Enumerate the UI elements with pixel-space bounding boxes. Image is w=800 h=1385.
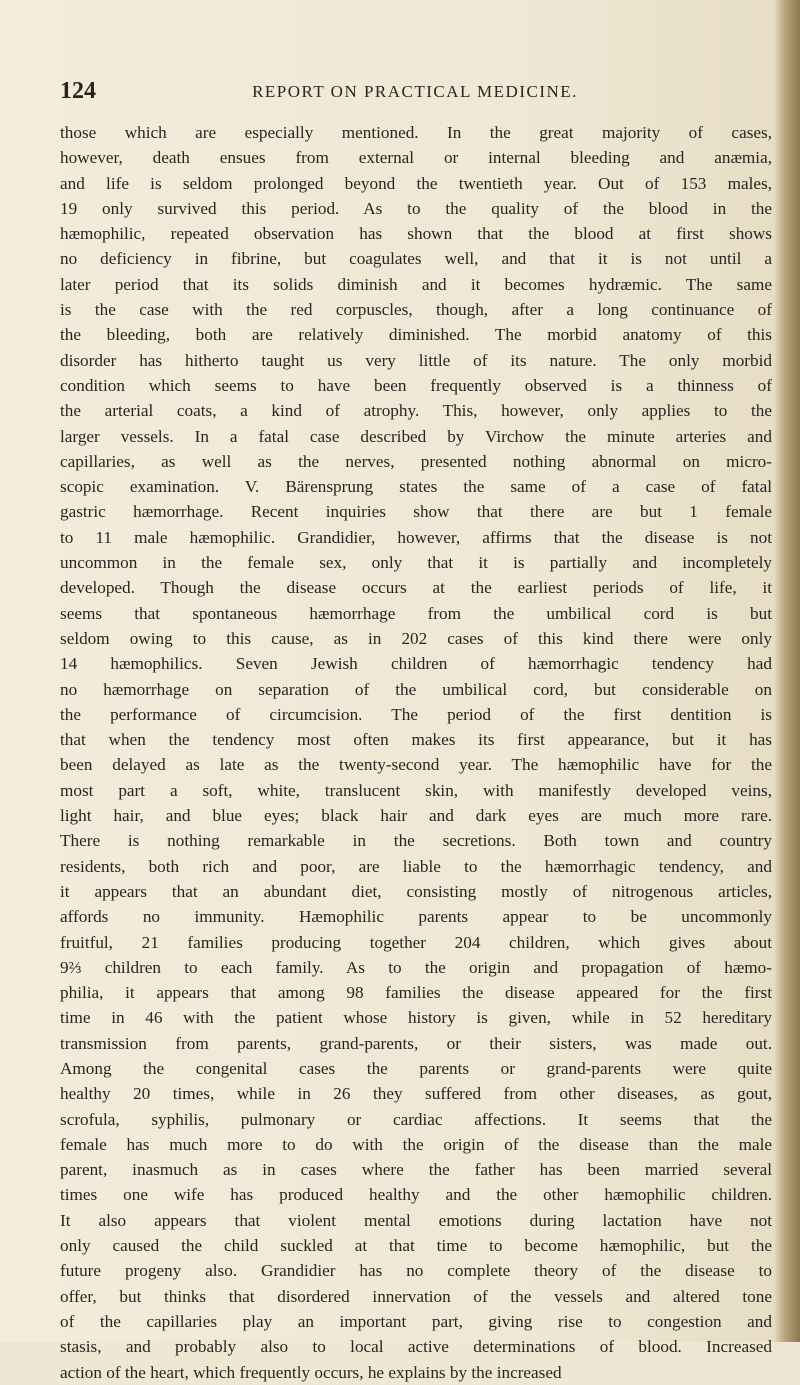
text-line: residents, both rich and poor, are liable to the hæmorrhagic tendency, and	[60, 856, 772, 876]
running-head: REPORT ON PRACTICAL MEDICINE.	[252, 82, 578, 101]
text-line: 14 hæmophilics. Seven Jewish children of hæmorrhagic tendency had	[60, 654, 772, 674]
text-line: future progeny also. Grandidier has no complete theory of the disease to	[60, 1261, 772, 1281]
text-line: disorder has hitherto taught us very little of its nature. The only morbid	[60, 350, 772, 370]
text-line: parent, inasmuch as in cases where the father has been married several	[60, 1160, 772, 1180]
text-line: most part a soft, white, translucent skin, with manifestly developed veins,	[60, 780, 772, 800]
text-line: however, death ensues from external or internal bleeding and anæmia,	[60, 148, 772, 168]
text-line: no hæmorrhage on separation of the umbilical cord, but considerable on	[60, 679, 772, 699]
text-line: action of the heart, which frequently occurs, he explains by the increased	[60, 1362, 562, 1382]
page-edge-shadow	[774, 0, 800, 1342]
text-line: offer, but thinks that disordered innervation of the vessels and altered tone	[60, 1286, 772, 1306]
text-line: developed. Though the disease occurs at the earliest periods of life, it	[60, 578, 772, 598]
text-line: gastric hæmorrhage. Recent inquiries show that there are but 1 female	[60, 502, 772, 522]
text-line: transmission from parents, grand-parents, or their sisters, was made out.	[60, 1033, 772, 1053]
text-line: 9⅔ children to each family. As to the origin and propagation of hæmo-	[60, 957, 772, 977]
text-line: is the case with the red corpuscles, though, after a long continuance of	[60, 300, 772, 320]
text-line: scrofula, syphilis, pulmonary or cardiac affections. It seems that the	[60, 1109, 772, 1129]
page-header	[60, 78, 770, 108]
text-line: no deficiency in fibrine, but coagulates well, and that it is not until a	[60, 249, 772, 269]
page-number: 124	[60, 78, 96, 104]
text-line: later period that its solids diminish and it becomes hydræmic. The same	[60, 274, 772, 294]
text-line: 19 only survived this period. As to the quality of the blood in the	[60, 198, 772, 218]
text-line: seems that spontaneous hæmorrhage from the umbilical cord is but	[60, 603, 772, 623]
text-line: of the capillaries play an important part, giving rise to congestion and	[60, 1311, 772, 1331]
text-line: the arterial coats, a kind of atrophy. This, however, only applies to the	[60, 401, 772, 421]
text-line: There is nothing remarkable in the secretions. Both town and country	[60, 831, 772, 851]
text-line: time in 46 with the patient whose history is given, while in 52 hereditary	[60, 1008, 772, 1028]
text-line: healthy 20 times, while in 26 they suffered from other diseases, as gout,	[60, 1084, 772, 1104]
text-line: only caused the child suckled at that time to become hæmophilic, but the	[60, 1236, 772, 1256]
text-line: Among the congenital cases the parents or grand-parents were quite	[60, 1058, 772, 1078]
body-paragraph	[60, 120, 772, 1385]
text-line: fruitful, 21 families producing together 204 children, which gives about	[60, 932, 772, 952]
text-line: light hair, and blue eyes; black hair and dark eyes are much more rare.	[60, 806, 772, 826]
text-line: uncommon in the female sex, only that it is partially and incompletely	[60, 553, 772, 573]
text-line: times one wife has produced healthy and the other hæmophilic children.	[60, 1185, 772, 1205]
text-line: larger vessels. In a fatal case described by Virchow the minute arteries and	[60, 426, 772, 446]
text-line: and life is seldom prolonged beyond the twentieth year. Out of 153 males,	[60, 173, 772, 193]
text-line: hæmophilic, repeated observation has shown that the blood at first shows	[60, 224, 772, 244]
text-line: It also appears that violent mental emotions during lactation have not	[60, 1210, 772, 1230]
text-line: the bleeding, both are relatively diminished. The morbid anatomy of this	[60, 325, 772, 345]
text-line: stasis, and probably also to local active determinations of blood. Increased	[60, 1337, 772, 1357]
text-line: condition which seems to have been frequently observed is a thinness of	[60, 375, 772, 395]
text-line: that when the tendency most often makes its first appearance, but it has	[60, 730, 772, 750]
text-line: scopic examination. V. Bärensprung states the same of a case of fatal	[60, 477, 772, 497]
text-line: capillaries, as well as the nerves, presented nothing abnormal on micro-	[60, 451, 772, 471]
text-line: those which are especially mentioned. In the great majority of cases,	[60, 123, 772, 142]
text-line: to 11 male hæmophilic. Grandidier, however, affirms that the disease is not	[60, 527, 772, 547]
text-line: female has much more to do with the origin of the disease than the male	[60, 1134, 772, 1154]
text-line: affords no immunity. Hæmophilic parents appear to be uncommonly	[60, 907, 772, 927]
text-line: philia, it appears that among 98 families the disease appeared for the first	[60, 983, 772, 1003]
text-line: been delayed as late as the twenty-second year. The hæmophilic have for the	[60, 755, 772, 775]
text-line: seldom owing to this cause, as in 202 cases of this kind there were only	[60, 628, 772, 648]
text-line: the performance of circumcision. The period of the first dentition is	[60, 704, 772, 724]
text-line: it appears that an abundant diet, consisting mostly of nitrogenous articles,	[60, 881, 772, 901]
